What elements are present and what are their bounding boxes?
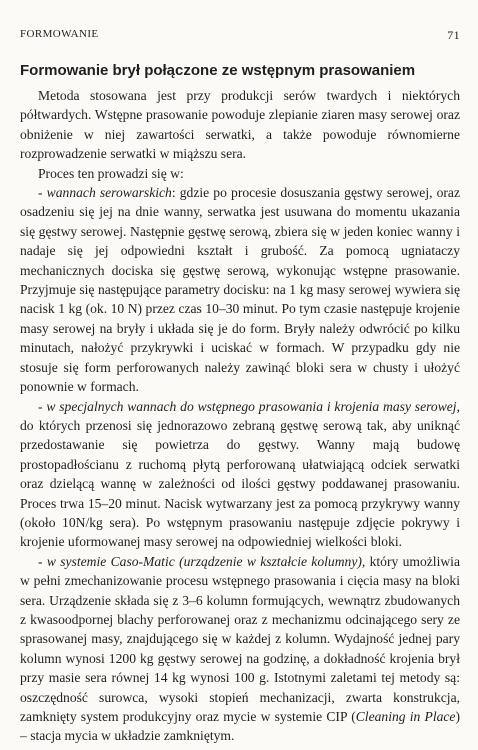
item-term-cip: Cleaning in Place	[355, 709, 456, 724]
list-item-specjalne-wanny	[20, 397, 460, 552]
intro-paragraph: Metoda stosowana jest przy produkcji serów twardych i niektórych półtwardych. Wstępne prasowanie powoduje zlepianie ziaren masy serowej oraz obniżenie w niej zawartości serwatki, a także powoduje równomierne rozprowadzenie serwatki w miąższu sera.	[20, 88, 460, 162]
item-term: wannach serowarskich	[46, 185, 172, 201]
list-item-wannach	[20, 183, 460, 396]
page-body	[20, 62, 460, 746]
running-header	[20, 28, 460, 44]
item-text: , który umożliwia w pełni zmechanizowanie procesu wstępnego prasowania i cięcia masy na bloki sera. Urządzenie składa się z 3–6 kolumn formujących, wewnątrz zbudowanych z kwasoodpornej blachy perforowanej oraz z mechanizmu odcinającego sery ze sprasowanej masy, znajdującego się w każdej z kolumn. Wydajność jednej pary kolumn wynosi 1200 kg gęstwy serowej na godzinę, a dokładność krojenia brył przy masie sera równej 14 kg wynosi 100 g. Istotnymi zaletami tej metody są: oszczędność surowca, wysoki stopień mechanizacji, zwarta konstrukcja, zamknięty system produkcyjny oraz mycie w systemie CIP (	[20, 553, 460, 724]
item-text: : gdzie po procesie dosuszania gęstwy serowej, oraz osadzeniu się jej na dnie wanny, serwatka jest usuwana do momentu ukazania się gęstwy serowej. Następnie gęstwę serową, zbiera się w jeden koniec wanny i nadaje się jej odpowiedni kształt i grubość. Za pomocą ugniataczy mechanicznych dociska się gęstwę serową, wykonując wstępne prasowanie. Przyjmuje się następujące parametry docisku: na 1 kg masy serowej wywiera się nacisk 1 kg (ok. 10 N) przez czas 10–30 minut. Po tym czasie następuje krojenie masy serowej na bryły i układa się je do form. Bryły należy odwrócić po kilku minutach, nałożyć przykrywki i uciskać w formach. W przypadku gdy nie stosuje się form perforowanych należy zawinąć bloki sera w chusty i ułożyć ponownie w formach.	[20, 185, 460, 395]
list-item-caso-matic	[20, 552, 460, 746]
item-dash: -	[38, 185, 47, 201]
item-text: , do których przenosi się jednorazowo zebraną gęstwę serową tak, aby uniknąć przedostawanie się powietrza do gęstwy. Wanny mają budowę prostopadłościanu z ruchomą płytą perforowaną ułatwiającą odciek serwatki oraz dzielącą wannę w zależności od ilości gęstwy poddawanej prasowaniu. Proces trwa 15–20 minut. Nacisk wytwarzany jest za pomocą przykrywy wanny (około 10N/kg sera). Po wstępnym prasowaniu następuje zdjęcie pokrywy i krojenie uformowanej masy serowej na odpowiedniej wielkości bloki.	[20, 398, 460, 550]
section-heading: Formowanie brył połączone ze wstępnym prasowaniem	[20, 62, 416, 79]
section-title: FORMOWANIE	[20, 28, 99, 40]
item-dash: -	[38, 553, 47, 569]
item-term: w systemie Caso-Matic (urządzenie w kształcie kolumny)	[46, 553, 362, 569]
item-dash: -	[38, 398, 47, 414]
item-term: w specjalnych wannach do wstępnego prasowania i krojenia masy serowej	[46, 398, 457, 414]
item-text-end: ) – stacja mycia w układzie zamkniętym.	[20, 709, 460, 744]
page-number: 71	[447, 28, 460, 42]
lead-paragraph: Proces ten prowadzi się w:	[38, 165, 184, 181]
